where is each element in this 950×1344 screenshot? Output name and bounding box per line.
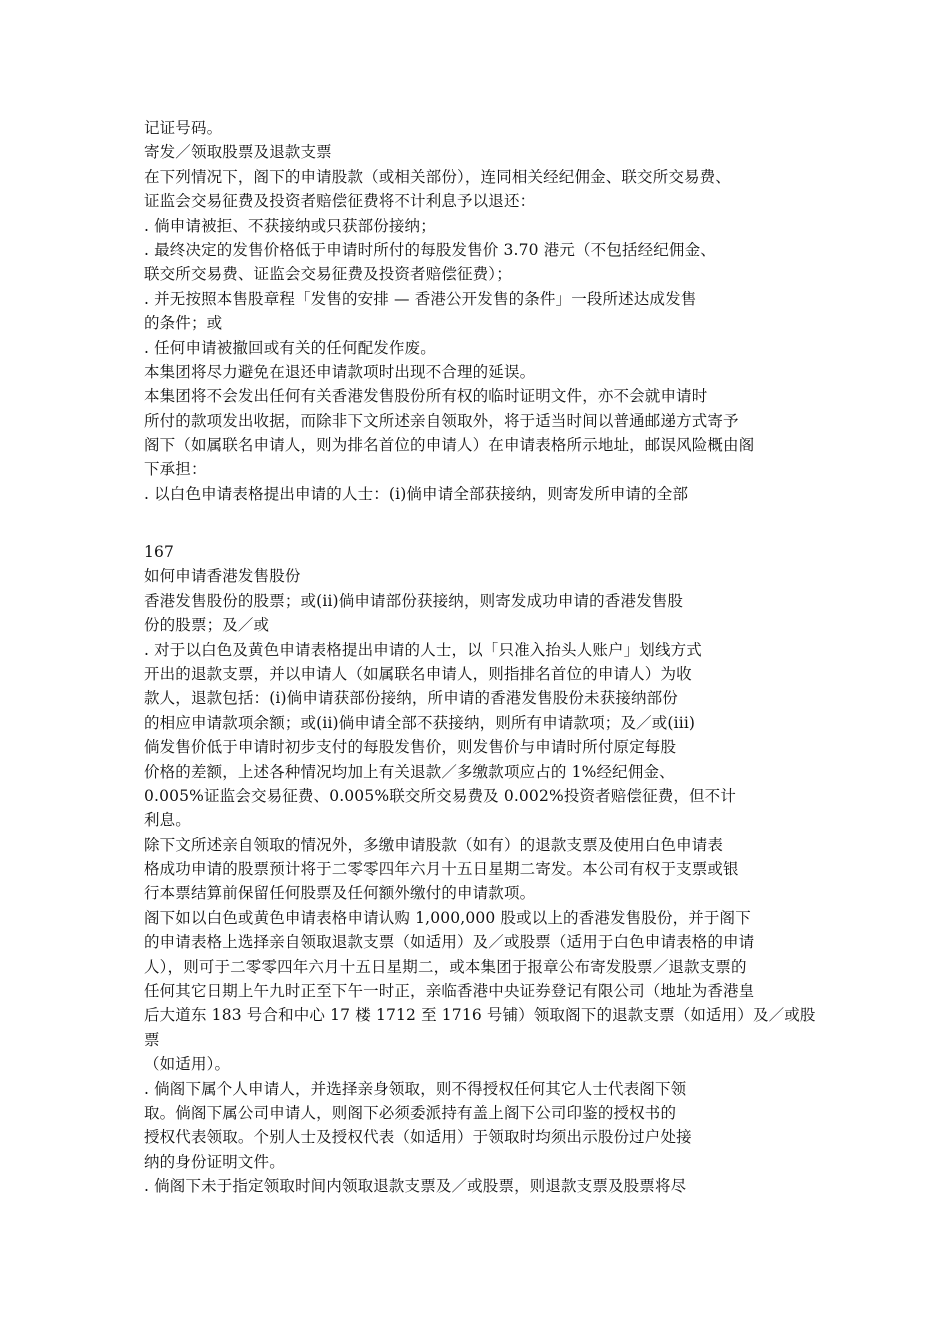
- text-line: 取。倘阁下属公司申请人，则阁下必须委派持有盖上阁下公司印鉴的授权书的: [144, 1103, 677, 1122]
- text-line: 除下文所述亲自领取的情况外，多缴申请股款（如有）的退款支票及使用白色申请表: [144, 835, 724, 854]
- text-line: 格成功申请的股票预计将于二零零四年六月十五日星期二寄发。本公司有权于支票或银: [144, 860, 739, 879]
- text-block-after-page-break: [144, 540, 824, 1199]
- text-line: 阁下如以白色或黄色申请表格申请认购 1,000,000 股或以上的香港发售股份，并于阁下: [144, 908, 751, 927]
- text-line: 在下列情况下，阁下的申请股款（或相关部份），连同相关经纪佣金、联交所交易费、: [144, 167, 731, 186]
- page-number: 167: [144, 543, 175, 561]
- text-line: . 倘阁下属个人申请人，并选择亲身领取，则不得授权任何其它人士代表阁下领: [144, 1079, 687, 1098]
- text-line: 行本票结算前保留任何股票及任何额外缴付的申请款项。: [144, 884, 536, 903]
- text-line: 票: [144, 1030, 160, 1049]
- text-line: . 并无按照本售股章程「发售的安排 — 香港公开发售的条件」一段所述达成发售: [144, 289, 697, 308]
- text-line: 所付的款项发出收据，而除非下文所述亲自领取外，将于适当时间以普通邮递方式寄予: [144, 411, 739, 430]
- text-line: . 倘阁下未于指定领取时间内领取退款支票及／或股票，则退款支票及股票将尽: [144, 1177, 687, 1196]
- text-line: 的申请表格上选择亲自领取退款支票（如适用）及／或股票（适用于白色申请表格的申请: [144, 933, 755, 952]
- text-line: 0.005%证监会交易征费、0.005%联交所交易费及 0.002%投资者赔偿征费，但不计: [144, 786, 736, 805]
- text-line: 后大道东 183 号合和中心 17 楼 1712 至 1716 号铺）领取阁下的退款支票（如适用）及／或股: [144, 1006, 816, 1025]
- text-line: 的条件；或: [144, 314, 223, 333]
- text-line: 纳的身份证明文件。: [144, 1152, 285, 1171]
- text-line: . 任何申请被撤回或有关的任何配发作废。: [144, 338, 436, 357]
- text-line: . 对于以白色及黄色申请表格提出申请的人士，以「只准入抬头人账户」划线方式: [144, 640, 702, 659]
- text-line: 阁下（如属联名申请人，则为排名首位的申请人）在申请表格所示地址，邮误风险概由阁: [144, 436, 755, 455]
- text-line: . 以白色申请表格提出申请的人士：(i)倘申请全部获接纳，则寄发所申请的全部: [144, 484, 689, 503]
- text-line: 开出的退款支票，并以申请人（如属联名申请人，则指排名首位的申请人）为收: [144, 664, 692, 683]
- text-line: 本集团将不会发出任何有关香港发售股份所有权的临时证明文件，亦不会就申请时: [144, 387, 708, 406]
- text-line: 记证号码。: [144, 119, 223, 137]
- text-line: 授权代表领取。个别人士及授权代表（如适用）于领取时均须出示股份过户处接: [144, 1128, 692, 1147]
- text-line: 联交所交易费、证监会交易征费及投资者赔偿征费）；: [144, 265, 512, 284]
- text-line: 下承担：: [144, 460, 207, 479]
- text-line: . 倘申请被拒、不获接纳或只获部份接纳；: [144, 216, 436, 235]
- text-line: 价格的差额，上述各种情况均加上有关退款／多缴款项应占的 1%经纪佣金、: [144, 762, 675, 781]
- text-line: . 最终决定的发售价格低于申请时所付的每股发售价 3.70 港元（不包括经纪佣金、: [144, 240, 716, 259]
- text-line: （如适用）。: [144, 1055, 231, 1074]
- text-line: 倘发售价低于申请时初步支付的每股发售价，则发售价与申请时所付原定每股: [144, 738, 677, 757]
- text-line: 的相应申请款项余额；或(ii)倘申请全部不获接纳，则所有申请款项；及／或(iii): [144, 713, 696, 732]
- text-line: 证监会交易征费及投资者赔偿征费将不计利息予以退还：: [144, 192, 536, 211]
- text-line: 利息。: [144, 811, 191, 830]
- text-line: 人），则可于二零零四年六月十五日星期二，或本集团于报章公布寄发股票／退款支票的: [144, 957, 747, 976]
- text-line: 本集团将尽力避免在退还申请款项时出现不合理的延误。: [144, 362, 536, 381]
- text-line: 香港发售股份的股票；或(ii)倘申请部份获接纳，则寄发成功申请的香港发售股: [144, 591, 684, 610]
- text-line: 任何其它日期上午九时正至下午一时正，亲临香港中央证券登记有限公司（地址为香港皇: [144, 982, 755, 1001]
- text-block-before-page-break: [144, 116, 824, 506]
- running-header: 如何申请香港发售股份: [144, 567, 301, 586]
- text-line: 寄发／领取股票及退款支票: [144, 143, 332, 162]
- text-line: 款人，退款包括：(i)倘申请获部份接纳，所申请的香港发售股份未获接纳部份: [144, 689, 678, 708]
- text-line: 份的股票；及／或: [144, 616, 270, 635]
